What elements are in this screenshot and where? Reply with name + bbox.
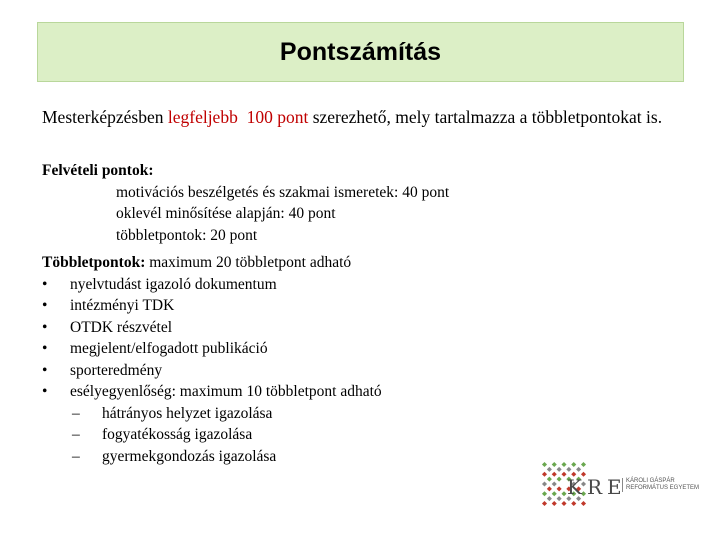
logo-dot bbox=[552, 491, 557, 496]
intro-after: szerezhető, mely tartalmazza a többletpontokat is. bbox=[308, 107, 663, 127]
bullet-text: intézményi TDK bbox=[70, 297, 175, 314]
sub-item-text: gyermekgondozás igazolása bbox=[102, 447, 277, 465]
logo-dot bbox=[542, 491, 547, 496]
logo-subtitle bbox=[622, 478, 699, 492]
bullet-text: OTDK részvétel bbox=[70, 318, 172, 336]
logo-dot bbox=[561, 491, 566, 496]
intro-before: Mesterképzésben bbox=[42, 107, 168, 127]
list-item bbox=[42, 274, 682, 296]
bullet-text: nyelvtudást igazoló dokumentum bbox=[70, 275, 277, 293]
logo-sub-line1: KÁROLI GÁSPÁR bbox=[626, 478, 675, 484]
logo-sub-line2: REFORMÁTUS EGYETEM bbox=[626, 485, 700, 491]
bullet-text: megjelent/elfogadott publikáció bbox=[70, 340, 268, 357]
bullet-mark: • bbox=[42, 361, 48, 379]
logo-letters: KRE bbox=[567, 475, 627, 499]
logo-dot bbox=[557, 486, 562, 491]
logo-dot bbox=[557, 477, 562, 482]
logo-dot bbox=[547, 477, 552, 482]
logo-dot bbox=[561, 501, 566, 506]
sub-list-item bbox=[42, 403, 682, 425]
intro-paragraph bbox=[42, 106, 674, 128]
logo-dot bbox=[542, 462, 547, 467]
intro-highlight-max: legfeljebb bbox=[167, 107, 238, 127]
logo-dot bbox=[581, 501, 586, 506]
logo-dot bbox=[561, 462, 566, 467]
list-item bbox=[42, 317, 682, 339]
dash-mark: – bbox=[72, 426, 80, 443]
logo-dot bbox=[547, 496, 552, 501]
bullet-mark: • bbox=[42, 318, 48, 336]
bullet-text: esélyegyenlőség: maximum 10 többletpont adható bbox=[70, 383, 382, 400]
sub-list-item bbox=[42, 424, 682, 446]
logo-dot bbox=[542, 481, 547, 486]
dash-mark: – bbox=[72, 447, 80, 465]
bullet-mark: • bbox=[42, 340, 48, 357]
logo-dot bbox=[576, 467, 581, 472]
logo-dot bbox=[571, 462, 576, 467]
logo-dot bbox=[566, 467, 571, 472]
logo-dot bbox=[571, 501, 576, 506]
logo-dot bbox=[552, 472, 557, 477]
logo-dot bbox=[547, 486, 552, 491]
logo-dot bbox=[542, 501, 547, 506]
logo-dot bbox=[557, 467, 562, 472]
content-body bbox=[42, 160, 682, 467]
title-box bbox=[37, 22, 684, 82]
logo-dot bbox=[581, 462, 586, 467]
sub-item-text: fogyatékosság igazolása bbox=[102, 426, 253, 443]
list-item bbox=[42, 338, 682, 360]
bullet-text: sporteredmény bbox=[70, 361, 163, 379]
logo-dot bbox=[552, 462, 557, 467]
logo-dot bbox=[552, 481, 557, 486]
logo-dot bbox=[552, 501, 557, 506]
sub-item-text: hátrányos helyzet igazolása bbox=[102, 404, 273, 422]
extra-heading-rest: maximum 20 többletpont adható bbox=[145, 254, 352, 271]
admission-heading: Felvételi pontok: bbox=[42, 162, 154, 179]
bullet-mark: • bbox=[42, 275, 48, 293]
extra-heading-line bbox=[42, 252, 682, 274]
admission-item: motivációs beszélgetés és szakmai ismeretek: 40 pont bbox=[116, 183, 450, 201]
bullet-mark: • bbox=[42, 383, 48, 400]
intro-highlight-points: 100 pont bbox=[246, 107, 309, 127]
bullet-mark: • bbox=[42, 297, 48, 314]
list-item bbox=[42, 295, 682, 317]
logo-dot bbox=[542, 472, 547, 477]
admission-item: oklevél minősítése alapján: 40 pont bbox=[116, 205, 336, 222]
dash-mark: – bbox=[72, 404, 80, 422]
admission-item: többletpontok: 20 pont bbox=[116, 226, 258, 244]
logo-dot bbox=[547, 467, 552, 472]
extra-heading: Többletpontok: bbox=[42, 254, 146, 271]
logo-dot bbox=[561, 472, 566, 477]
list-item bbox=[42, 381, 682, 403]
list-item bbox=[42, 360, 682, 382]
logo-dot bbox=[557, 496, 562, 501]
page-title: Pontszámítás bbox=[279, 37, 442, 66]
